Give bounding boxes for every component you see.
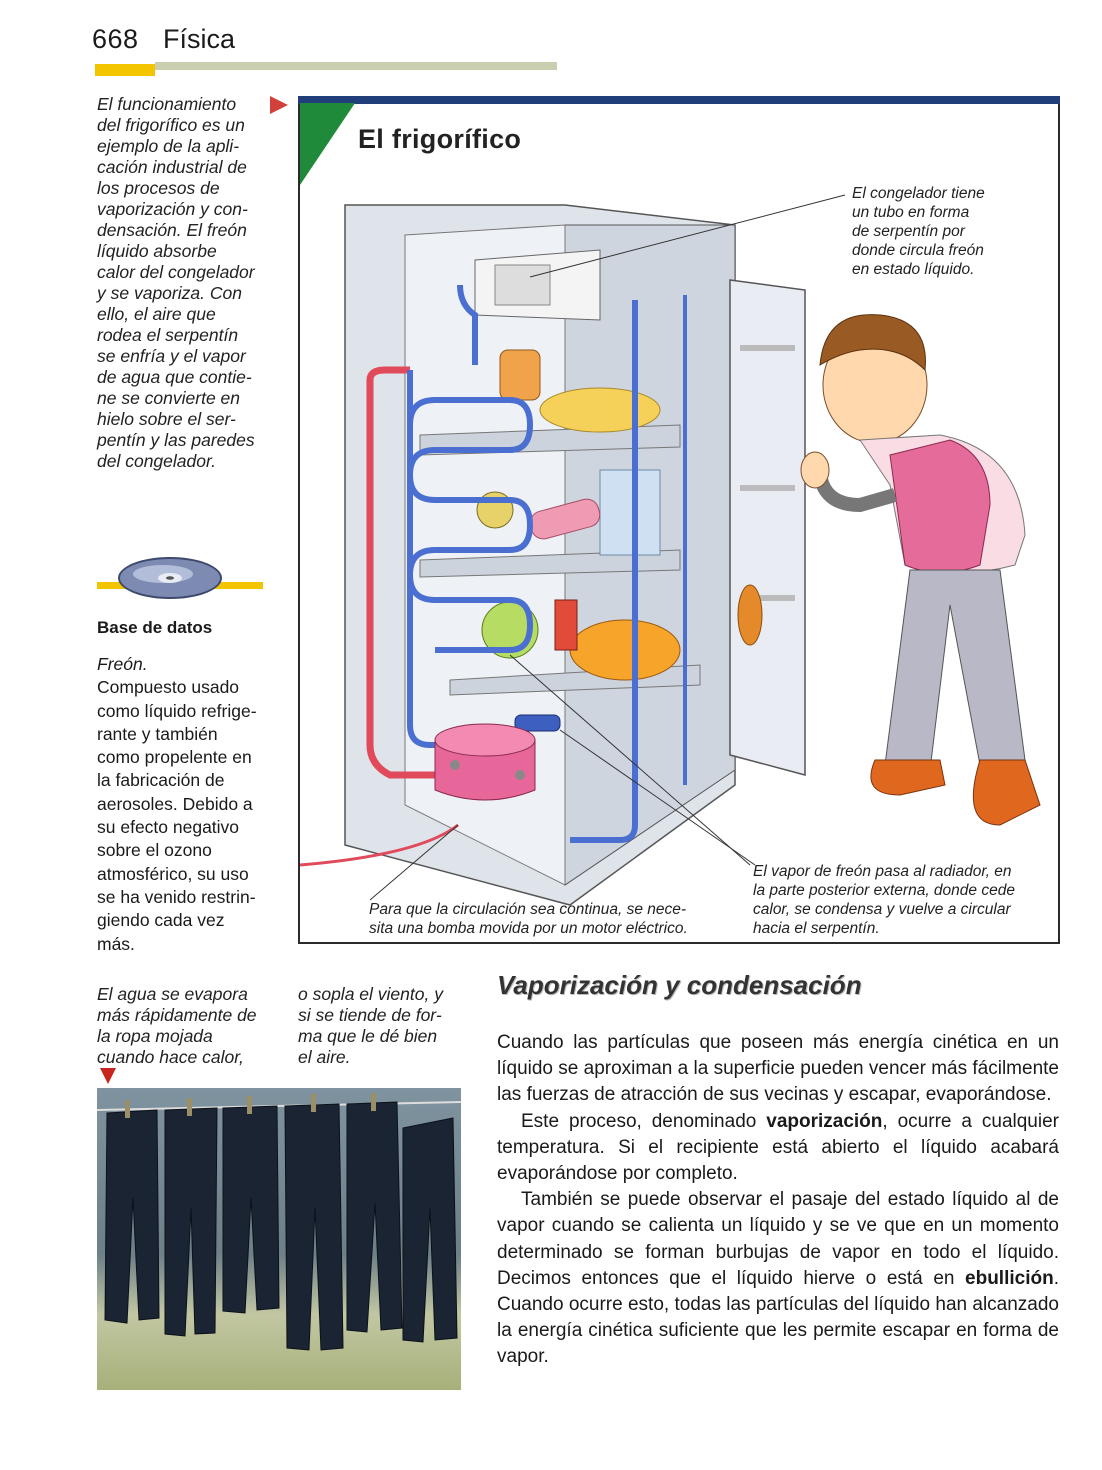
paragraph-1: Cuando las partículas que poseen más energía cinética en un líquido se aproximan a la superficie pueden vencer más fácilmente las fuerzas de atracción de sus vecinas y escapar, evaporándose.	[497, 1032, 1059, 1106]
callout-freezer	[852, 184, 1052, 279]
sidebar-note-line: ello, el aire que	[97, 304, 216, 324]
database-title: Base de datos	[97, 618, 213, 637]
database-line: sobre el ozono	[97, 840, 212, 861]
sidebar-note-line: vaporización y con-	[97, 199, 248, 219]
hanging-jeans-image	[97, 1088, 461, 1390]
database-definition	[97, 653, 277, 956]
callout-freezer-line: donde circula freón	[852, 242, 984, 259]
callout-pump	[369, 900, 729, 938]
sidebar-note-line: ne se convierte en	[97, 388, 241, 408]
database-line: como propelente en	[97, 747, 252, 768]
photo-caption-line: El agua se evapora	[97, 984, 248, 1004]
sidebar-note-line: se enfría y el vapor	[97, 346, 246, 366]
laundry-photo	[97, 1088, 461, 1390]
paragraph-3-text: . Cuando ocurre esto, todas las partículas del líquido han alcanzado la energía cinética suficiente que les permite escapar en forma de vapor.	[497, 1267, 1059, 1368]
sidebar-note-line: cación industrial de	[97, 157, 247, 177]
sidebar-note-line: de agua que contie-	[97, 367, 252, 387]
sidebar-note-line: densación. El freón	[97, 220, 247, 240]
database-line: giendo cada vez	[97, 910, 225, 931]
database-line: rante y también	[97, 723, 218, 744]
sidebar-note-line: líquido absorbe	[97, 241, 217, 261]
paragraph-3-text: También se puede observar el pasaje del estado líquido al de vapor cuando se calienta un líquido y se ve que en un momento determinado se forman burbujas de vapor en todo el líquido. Decimos entonces que el líquido hierve o está en	[497, 1189, 1059, 1289]
header-rule	[155, 62, 557, 70]
photo-caption-line: más rápidamente de	[97, 1005, 257, 1025]
database-line: más.	[97, 933, 135, 954]
callout-radiator-line: hacia el serpentín.	[753, 920, 880, 937]
header-accent-bar	[95, 64, 155, 76]
pointer-arrow-icon	[270, 96, 288, 114]
paragraph-2	[497, 1109, 1059, 1188]
figure-top-bar	[298, 96, 1060, 104]
database-line: como líquido refrige-	[97, 700, 257, 721]
sidebar-note-line: del congelador.	[97, 451, 217, 471]
database-line: la fabricación de	[97, 770, 225, 791]
sidebar-note	[97, 94, 272, 472]
figure-corner-triangle	[300, 103, 360, 188]
sidebar-note-line: rodea el serpentín	[97, 325, 239, 345]
photo-caption-line: si se tiende de for-	[298, 1005, 442, 1025]
sidebar-note-line: ejemplo de la apli-	[97, 136, 240, 156]
callout-pump-line: sita una bomba movida por un motor eléctrico.	[369, 920, 688, 937]
callout-radiator-line: calor, se condensa y vuelve a circular	[753, 901, 1011, 918]
photo-caption-line: la ropa mojada	[97, 1026, 213, 1046]
callout-freezer-line: un tubo en forma	[852, 204, 970, 221]
photo-caption-line: cuando hace calor,	[97, 1047, 244, 1067]
photo-caption-line: o sopla el viento, y	[298, 984, 443, 1004]
callout-radiator-line: El vapor de freón pasa al radiador, en	[753, 863, 1012, 880]
database-line: atmosférico, su uso	[97, 863, 249, 884]
sidebar-note-line: hielo sobre el ser-	[97, 409, 236, 429]
sidebar-note-line: y se vaporiza. Con	[97, 283, 242, 303]
database-term: Freón.	[97, 654, 148, 674]
database-line: aerosoles. Debido a	[97, 793, 253, 814]
section-body	[497, 1030, 1059, 1371]
sidebar-note-line: calor del congelador	[97, 262, 255, 282]
photo-caption-line: el aire.	[298, 1047, 351, 1067]
figure-title: El frigorífico	[358, 124, 522, 154]
photo-caption-right	[298, 984, 468, 1068]
paragraph-3	[497, 1187, 1059, 1370]
sidebar-note-line: del frigorífico es un	[97, 115, 245, 135]
photo-caption-line: ma que le dé bien	[298, 1026, 438, 1046]
page-subject: Física	[163, 24, 236, 54]
sidebar-note-line: El funcionamiento	[97, 94, 237, 114]
down-arrow-icon	[100, 1068, 116, 1084]
callout-freezer-line: de serpentín por	[852, 223, 965, 240]
paragraph-2-text: , ocurre a cualquier temperatura. Si el recipiente está abierto el líquido acabará evaporándose por completo.	[497, 1110, 1059, 1185]
database-line: se ha venido restrin-	[97, 886, 256, 907]
page-number: 668	[92, 24, 139, 54]
sidebar-note-line: los procesos de	[97, 178, 220, 198]
callout-radiator	[753, 862, 1053, 938]
section-title: Vaporización y condensación	[497, 970, 862, 1000]
database-line: su efecto negativo	[97, 817, 240, 838]
paragraph-2-text: Este proceso, denominado	[521, 1110, 767, 1132]
callout-radiator-line: la parte posterior externa, donde cede	[753, 882, 1015, 899]
callout-freezer-line: El congelador tiene	[852, 185, 985, 202]
cd-disc-icon	[95, 550, 265, 610]
photo-caption-left	[97, 984, 277, 1068]
refrigerator-illustration	[300, 185, 1058, 920]
term-ebullicion: ebullición	[965, 1267, 1054, 1289]
callout-pump-line: Para que la circulación sea continua, se nece-	[369, 901, 687, 918]
term-vaporizacion: vaporización	[766, 1110, 883, 1132]
sidebar-note-line: pentín y las paredes	[97, 430, 255, 450]
database-line: Compuesto usado	[97, 677, 240, 698]
callout-freezer-line: en estado líquido.	[852, 261, 975, 278]
